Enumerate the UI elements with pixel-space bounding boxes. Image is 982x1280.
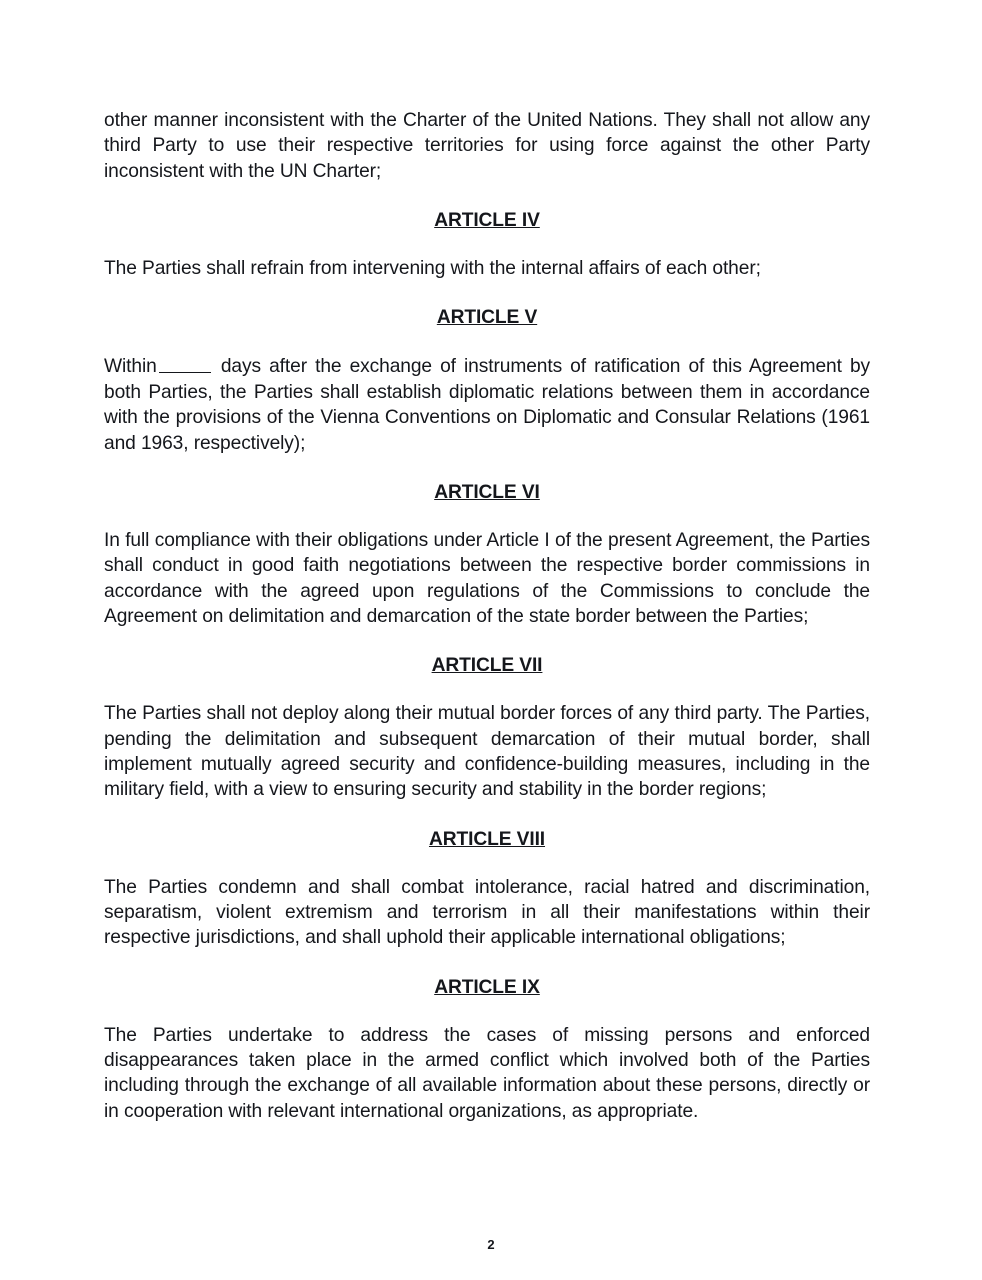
spacer (104, 232, 870, 256)
heading-article-viii: ARTICLE VIII (428, 828, 546, 850)
paragraph-article-iv: The Parties shall refrain from intervening with the internal affairs of each other; (104, 258, 761, 280)
heading-article-vi: ARTICLE VI (434, 481, 540, 503)
spacer (104, 184, 870, 210)
paragraph-continued-charter: other manner inconsistent with the Charter of the United Nations. They shall not allow any third Party to use their respective territories for using force against the other Party inconsistent with the UN Charter; (104, 110, 870, 182)
spacer (104, 677, 870, 701)
page-number: 2 (487, 1237, 495, 1252)
spacer (104, 629, 870, 655)
paragraph-article-vi: In full compliance with their obligations under Article I of the present Agreement, the Parties shall conduct in good faith negotiations between the respective border commissions in accordance with the agreed upon regulations of the Commissions to conclude the Agreement on delimitation and demarcation of the state border between the Parties; (104, 529, 870, 628)
heading-article-v: ARTICLE V (436, 307, 538, 329)
fill-in-blank (159, 353, 211, 372)
heading-article-ix: ARTICLE IX (434, 976, 540, 998)
paragraph-article-v-suffix: days after the exchange of instruments of ratification of this Agreement by both Parties, the Parties shall establish diplomatic relations between them in accordance with the provisions of the Vienna Conventions on Diplomatic and Consular Relations (1961 and 1963, respectively); (104, 356, 871, 454)
heading-article-iv: ARTICLE IV (434, 210, 540, 232)
paragraph-article-vii: The Parties shall not deploy along their mutual border forces of any third party. The Parties, pending the delimitation and subsequent demarcation of their mutual border, shall implement mutually agreed security and confidence-building measures, including in the military field, with a view to ensuring security and stability in the border regions; (104, 703, 870, 801)
spacer (104, 951, 870, 977)
paragraph-article-v (104, 353, 870, 456)
paragraph-article-ix: The Parties undertake to address the cases of missing persons and enforced disappearances taken place in the armed conflict which involved both of the Parties including through the exchange of all available information about these persons, directly or in cooperation with relevant international organizations, as appropriate. (104, 1024, 870, 1122)
spacer (104, 281, 870, 307)
paragraph-article-viii: The Parties condemn and shall combat intolerance, racial hatred and discrimination, separatism, violent extremism and terrorism in all their manifestations within their respective jurisdictions, and shall uphold their applicable international obligations; (104, 876, 870, 949)
spacer (104, 329, 870, 353)
paragraph-article-v-prefix: Within (104, 356, 157, 378)
spacer (104, 456, 870, 482)
heading-article-vii: ARTICLE VII (431, 655, 543, 677)
spacer (104, 851, 870, 875)
spacer (104, 803, 870, 829)
spacer (104, 999, 870, 1023)
spacer (104, 504, 870, 528)
